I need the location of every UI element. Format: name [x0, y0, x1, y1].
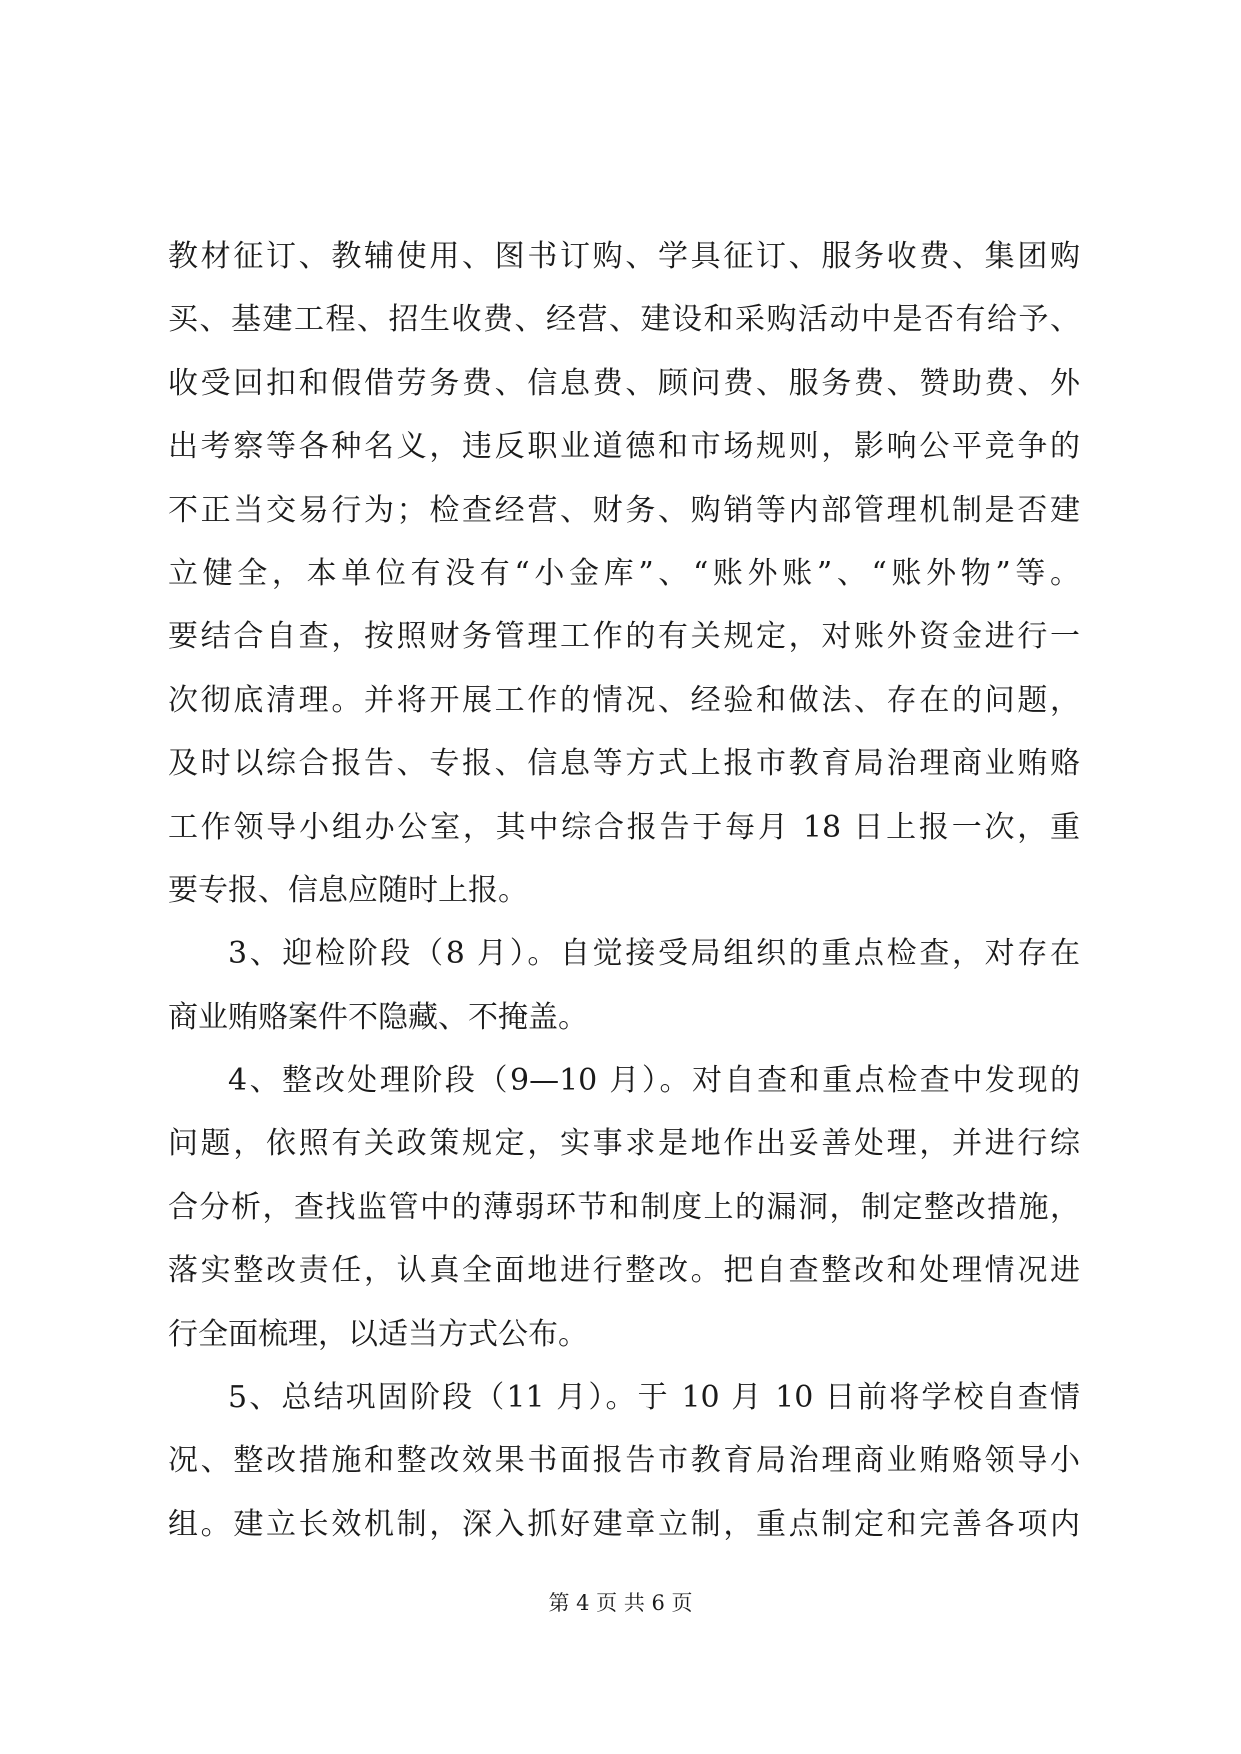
text-line: 问题，依照有关政策规定，实事求是地作出妥善处理，并进行综 [168, 1126, 1080, 1162]
paragraph-stage-4 [168, 1049, 1080, 1366]
text-line: 3、迎检阶段（8 月）。自觉接受局组织的重点检查，对存在 [228, 936, 1080, 972]
document-body [168, 225, 1080, 1556]
text-line: 5、总结巩固阶段（11 月）。于 10 月 10 日前将学校自查情 [228, 1380, 1080, 1416]
text-line: 收受回扣和假借劳务费、信息费、顾问费、服务费、赞助费、外 [168, 365, 1080, 401]
text-line: 立健全，本单位有没有“小金库”、“账外账”、“账外物”等。 [168, 555, 1080, 591]
text-line: 要专报、信息应随时上报。 [168, 872, 528, 908]
text-line: 要结合自查，按照财务管理工作的有关规定，对账外资金进行一 [168, 619, 1080, 655]
paragraph-stage-5 [168, 1366, 1080, 1556]
text-line: 教材征订、教辅使用、图书订购、学具征订、服务收费、集团购 [168, 239, 1080, 274]
text-line: 买、基建工程、招生收费、经营、建设和采购活动中是否有给予、 [168, 302, 1080, 338]
text-line: 行全面梳理，以适当方式公布。 [168, 1316, 588, 1352]
text-line: 况、整改措施和整改效果书面报告市教育局治理商业贿赂领导小 [168, 1443, 1080, 1479]
text-line: 商业贿赂案件不隐藏、不掩盖。 [168, 999, 588, 1035]
text-line: 组。建立长效机制，深入抓好建章立制，重点制定和完善各项内 [168, 1506, 1080, 1542]
paragraph-stage-3 [168, 922, 1080, 1049]
text-line: 次彻底清理。并将开展工作的情况、经验和做法、存在的问题， [168, 682, 1080, 718]
paragraph-inspection-items [168, 225, 1080, 922]
text-line: 4、整改处理阶段（9—10 月）。对自查和重点检查中发现的 [228, 1063, 1080, 1099]
text-line: 出考察等各种名义，违反职业道德和市场规则，影响公平竞争的 [168, 429, 1080, 465]
text-line: 落实整改责任，认真全面地进行整改。把自查整改和处理情况进 [168, 1253, 1080, 1289]
text-line: 合分析，查找监管中的薄弱环节和制度上的漏洞，制定整改措施， [168, 1189, 1080, 1225]
text-line: 工作领导小组办公室，其中综合报告于每月 18 日上报一次，重 [168, 809, 1080, 845]
text-line: 及时以综合报告、专报、信息等方式上报市教育局治理商业贿赂 [168, 746, 1080, 782]
page-number-footer: 第 4 页 共 6 页 [548, 1591, 693, 1615]
text-line: 不正当交易行为；检查经营、财务、购销等内部管理机制是否建 [168, 492, 1080, 528]
